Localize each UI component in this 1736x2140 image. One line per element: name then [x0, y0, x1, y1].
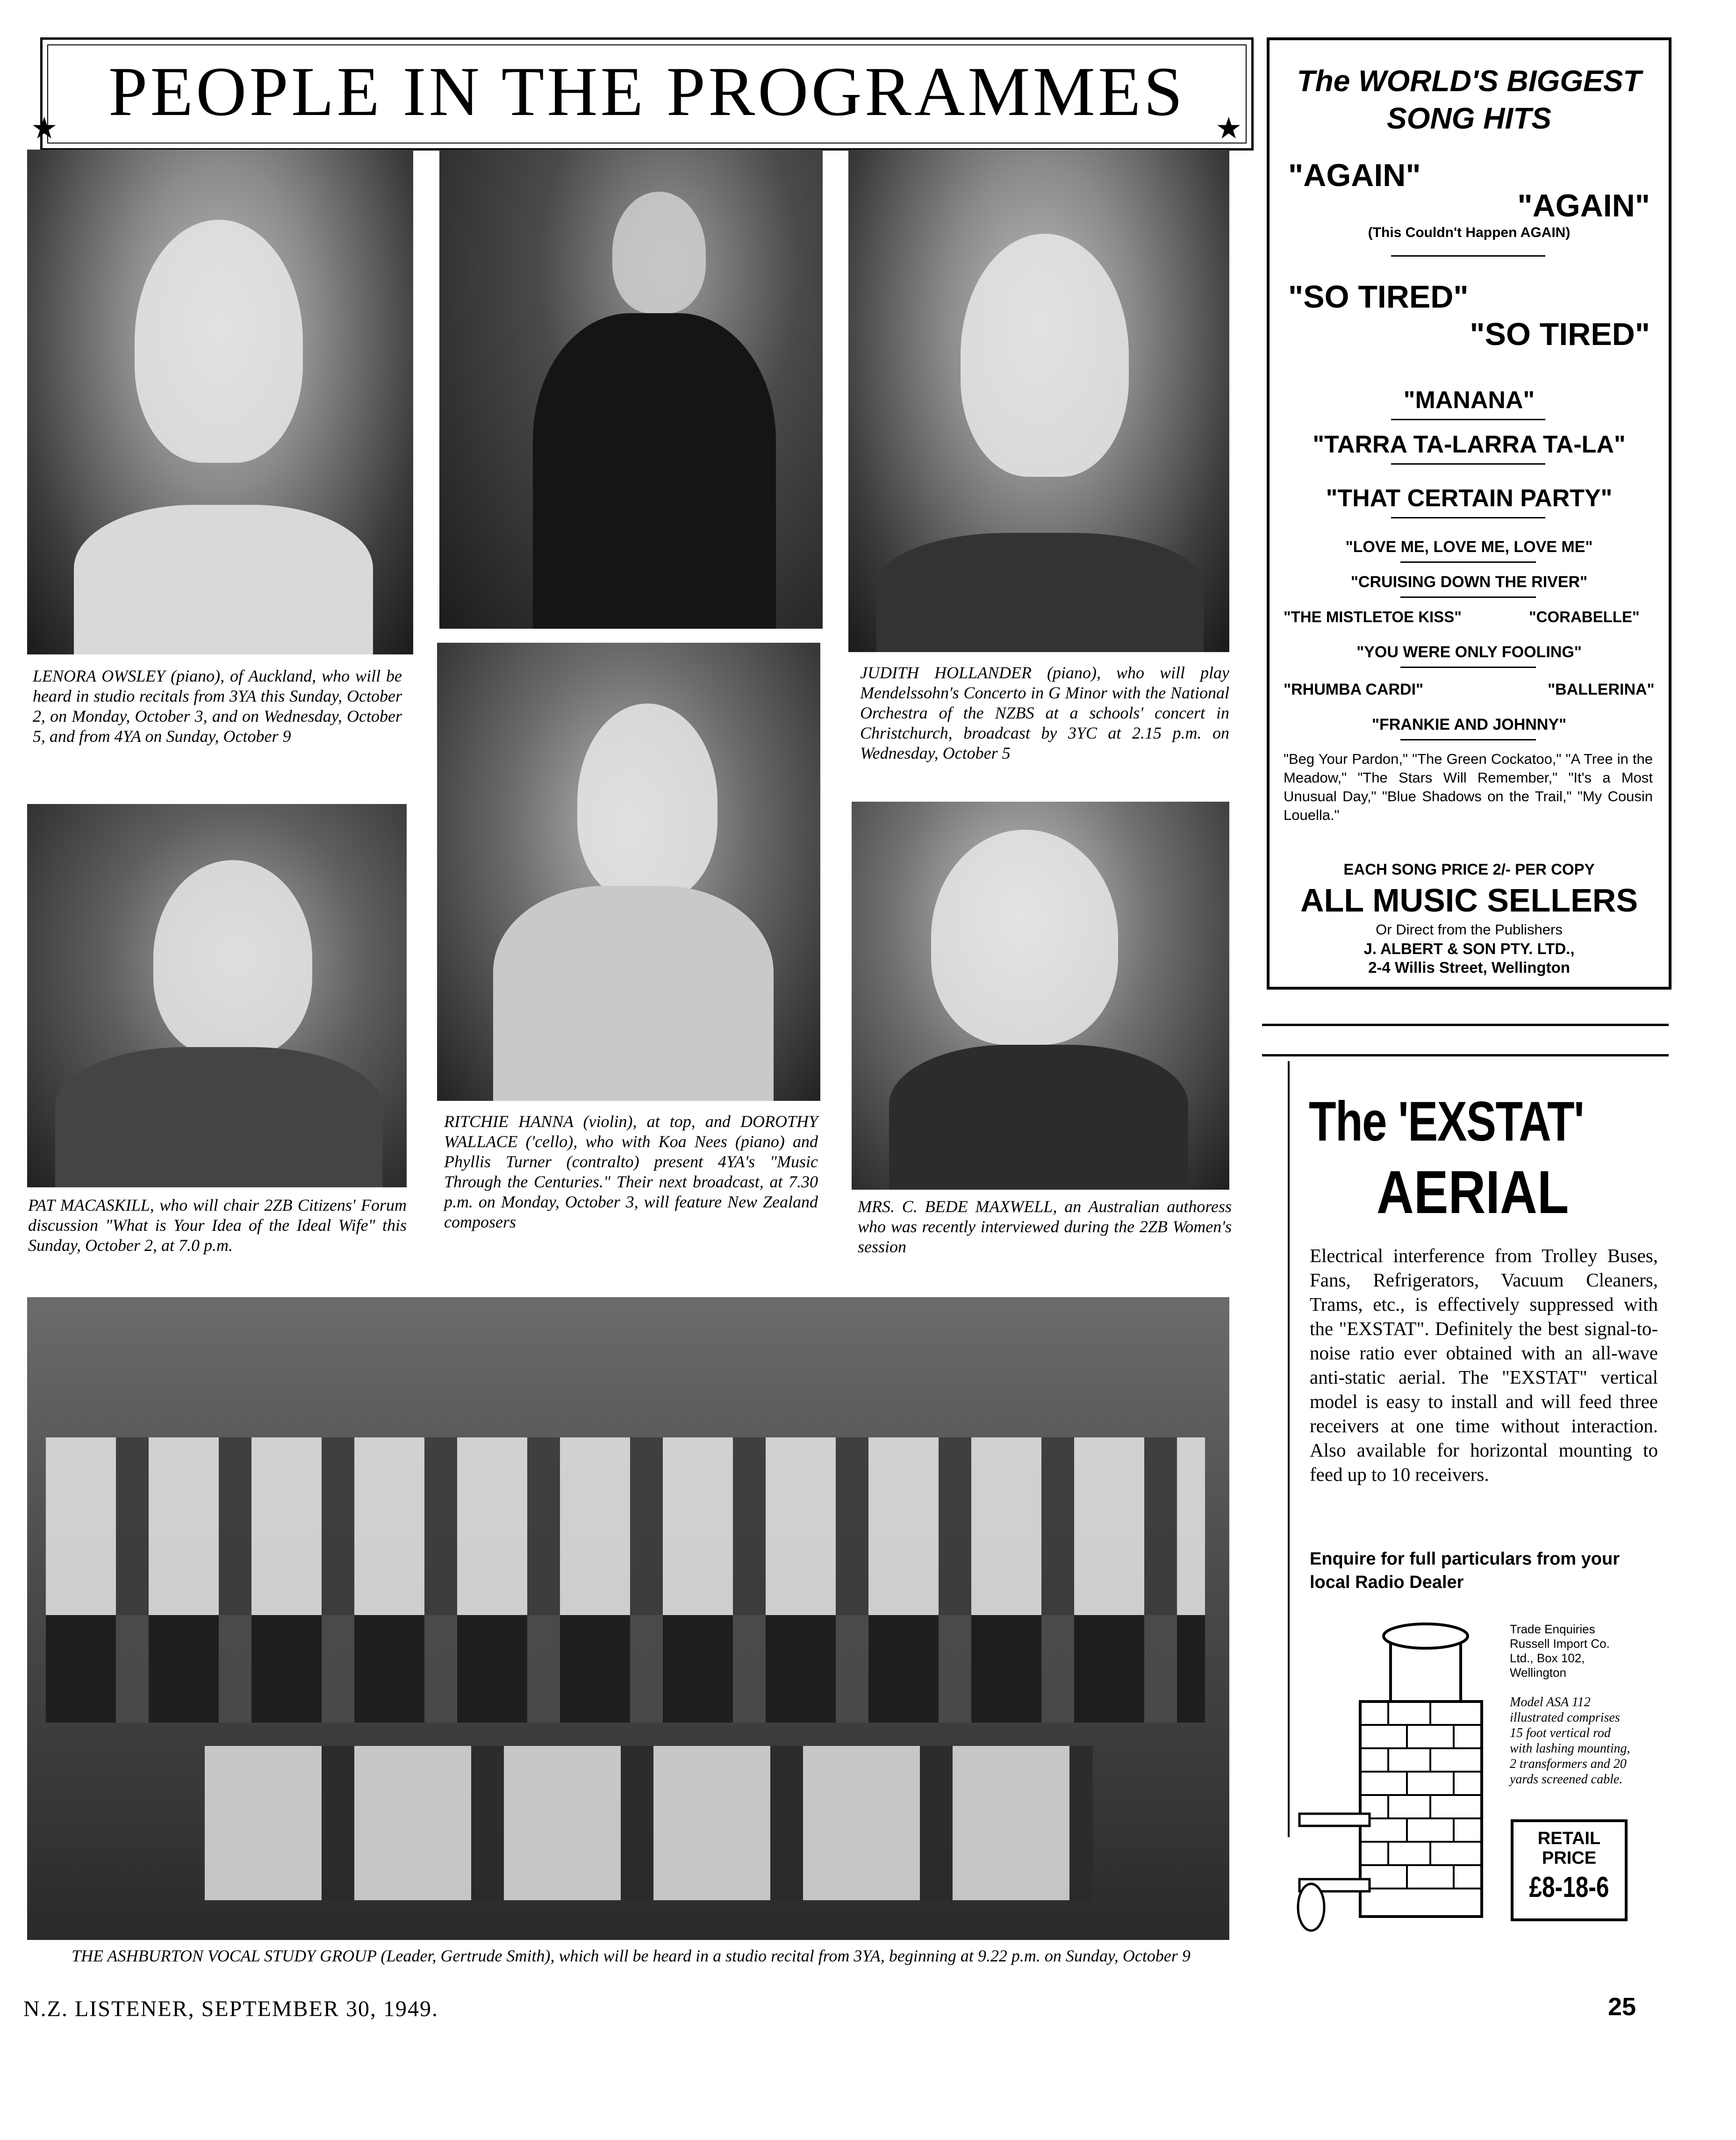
song-ad-subheadline: SONG HITS: [1386, 101, 1552, 135]
chimney-illustration-icon: [1290, 1617, 1486, 1935]
exstat-model-description: Model ASA 112 illustrated comprises 15 foot vertical rod with lashing mounting, 2 transformers and 20 yards screened cable.: [1510, 1695, 1630, 1787]
photo-lenora-owsley: [27, 150, 413, 654]
photo-judith-hollander: [848, 150, 1229, 652]
aerial-rod: [1288, 1061, 1290, 1837]
caption-mrs-c-bede-maxwell: MRS. C. BEDE MAXWELL, an Australian authoress who was recently interviewed during the 2ZB Women's session: [858, 1197, 1232, 1256]
song-you-were-only-fooling: "YOU WERE ONLY FOOLING": [1356, 643, 1582, 661]
photo-pat-macaskill: [27, 804, 407, 1187]
exstat-retail-price-box: [1511, 1819, 1628, 1921]
exstat-enquire: Enquire for full particulars from your local Radio Dealer: [1310, 1549, 1620, 1592]
song-hits-advertisement: [1267, 37, 1671, 990]
photo-mrs-c-bede-maxwell: [852, 802, 1229, 1190]
page-number: 25: [1608, 1993, 1636, 2021]
song-so-tired-2: "SO TIRED": [1470, 316, 1650, 352]
exstat-retail-price: £8-18-6: [1529, 1871, 1609, 1903]
photo-ashburton-vocal-study-group: [27, 1297, 1229, 1940]
caption-judith-hollander: JUDITH HOLLANDER (piano), who will play Mendelssohn's Concerto in G Minor with the National Orchestra of the NZBS at a schools' concert in Christchurch, broadcast by 3YC at 2.15 p.m. on Wednesday, October 5: [860, 663, 1229, 762]
exstat-trade-enquiries: Trade Enquiries Russell Import Co. Ltd., Box 102, Wellington: [1510, 1622, 1610, 1680]
page-title: PEOPLE IN THE PROGRAMMES: [108, 53, 1185, 130]
star-right-icon: ★: [1215, 111, 1242, 146]
ad-divider-top: [1262, 1024, 1669, 1026]
song-ad-publisher: J. ALBERT & SON PTY. LTD.,: [1363, 940, 1575, 957]
star-left-icon: ★: [31, 111, 58, 146]
song-ad-price: EACH SONG PRICE 2/- PER COPY: [1343, 861, 1595, 878]
song-corabelle: "CORABELLE": [1529, 608, 1640, 625]
exstat-body-copy: Electrical interference from Trolley Buses, Fans, Refrigerators, Vacuum Cleaners, Trams, etc., is effectively suppressed with the "EXSTAT". Definitely the best signal-to-noise ratio ever obtained with an all-wave anti-static aerial. The "EXSTAT" vertical model is easy to install and will feed three receivers at one time without interaction. Also available for horizontal mounting to feed up to 10 receivers.: [1310, 1245, 1658, 1485]
song-rhumba-cardi: "RHUMBA CARDI": [1284, 681, 1424, 698]
caption-ritchie-hanna-dorothy-wallace: RITCHIE HANNA (violin), at top, and DOROTHY WALLACE ('cello), who with Koa Nees (piano) and Phyllis Turner (contralto) present 4YA's "Music Through the Centuries." Their next broadcast, at 7.30 p.m. on Monday, October 3, will feature New Zealand composers: [444, 1112, 818, 1231]
photo-ritchie-hanna: [439, 150, 823, 629]
song-frankie-and-johnny: "FRANKIE AND JOHNNY": [1371, 716, 1567, 733]
song-manana: "MANANA": [1403, 387, 1535, 414]
song-again-subtitle: (This Couldn't Happen AGAIN): [1368, 225, 1571, 240]
exstat-title: The 'EXSTAT': [1309, 1090, 1584, 1153]
photo-dorothy-wallace: [437, 643, 820, 1101]
song-tarra: "TARRA TA-LARRA TA-LA": [1313, 431, 1626, 458]
caption-pat-macaskill: PAT MACASKILL, who will chair 2ZB Citizens' Forum discussion "What is Your Idea of the Ideal Wife" this Sunday, October 2, at 7.0 p.m.: [28, 1196, 407, 1255]
masthead-date: N.Z. LISTENER, SEPTEMBER 30, 1949.: [23, 1996, 439, 2021]
exstat-retail-label: RETAIL PRICE: [1537, 1829, 1601, 1868]
song-cruising: "CRUISING DOWN THE RIVER": [1350, 573, 1588, 591]
song-ad-direct: Or Direct from the Publishers: [1376, 921, 1563, 938]
song-ad-headline: The WORLD'S BIGGEST: [1297, 64, 1642, 98]
ad-divider-bottom: [1262, 1054, 1669, 1056]
song-that-certain-party: "THAT CERTAIN PARTY": [1326, 485, 1613, 512]
song-so-tired-1: "SO TIRED": [1288, 279, 1469, 315]
song-mistletoe: "THE MISTLETOE KISS": [1284, 608, 1462, 625]
song-again-2: "AGAIN": [1517, 188, 1650, 223]
caption-ashburton-vocal-study-group: THE ASHBURTON VOCAL STUDY GROUP (Leader, Gertrude Smith), which will be heard in a studio recital from 3YA, beginning at 9.22 p.m. on Sunday, October 9: [72, 1946, 1191, 1965]
song-again-1: "AGAIN": [1288, 158, 1421, 193]
caption-lenora-owsley: LENORA OWSLEY (piano), of Auckland, who will be heard in studio recitals from 3YA this Sunday, October 2, on Monday, October 3, and on Wednesday, October 5, and from 4YA on Sunday, October 9: [33, 667, 402, 746]
song-ad-other-titles: "Beg Your Pardon," "The Green Cockatoo," "A Tree in the Meadow," "The Stars Will Remember," "It's a Most Unusual Day," "Blue Shadows on the Trail," "My Cousin Louella.": [1284, 751, 1653, 823]
exstat-aerial-advertisement: [1267, 1061, 1666, 1935]
exstat-subtitle: AERIAL: [1377, 1158, 1569, 1226]
song-ad-address: 2-4 Willis Street, Wellington: [1368, 959, 1570, 976]
song-love-me: "LOVE ME, LOVE ME, LOVE ME": [1345, 538, 1593, 556]
song-ballerina: "BALLERINA": [1548, 681, 1655, 698]
song-ad-all-music-sellers: ALL MUSIC SELLERS: [1300, 882, 1638, 919]
